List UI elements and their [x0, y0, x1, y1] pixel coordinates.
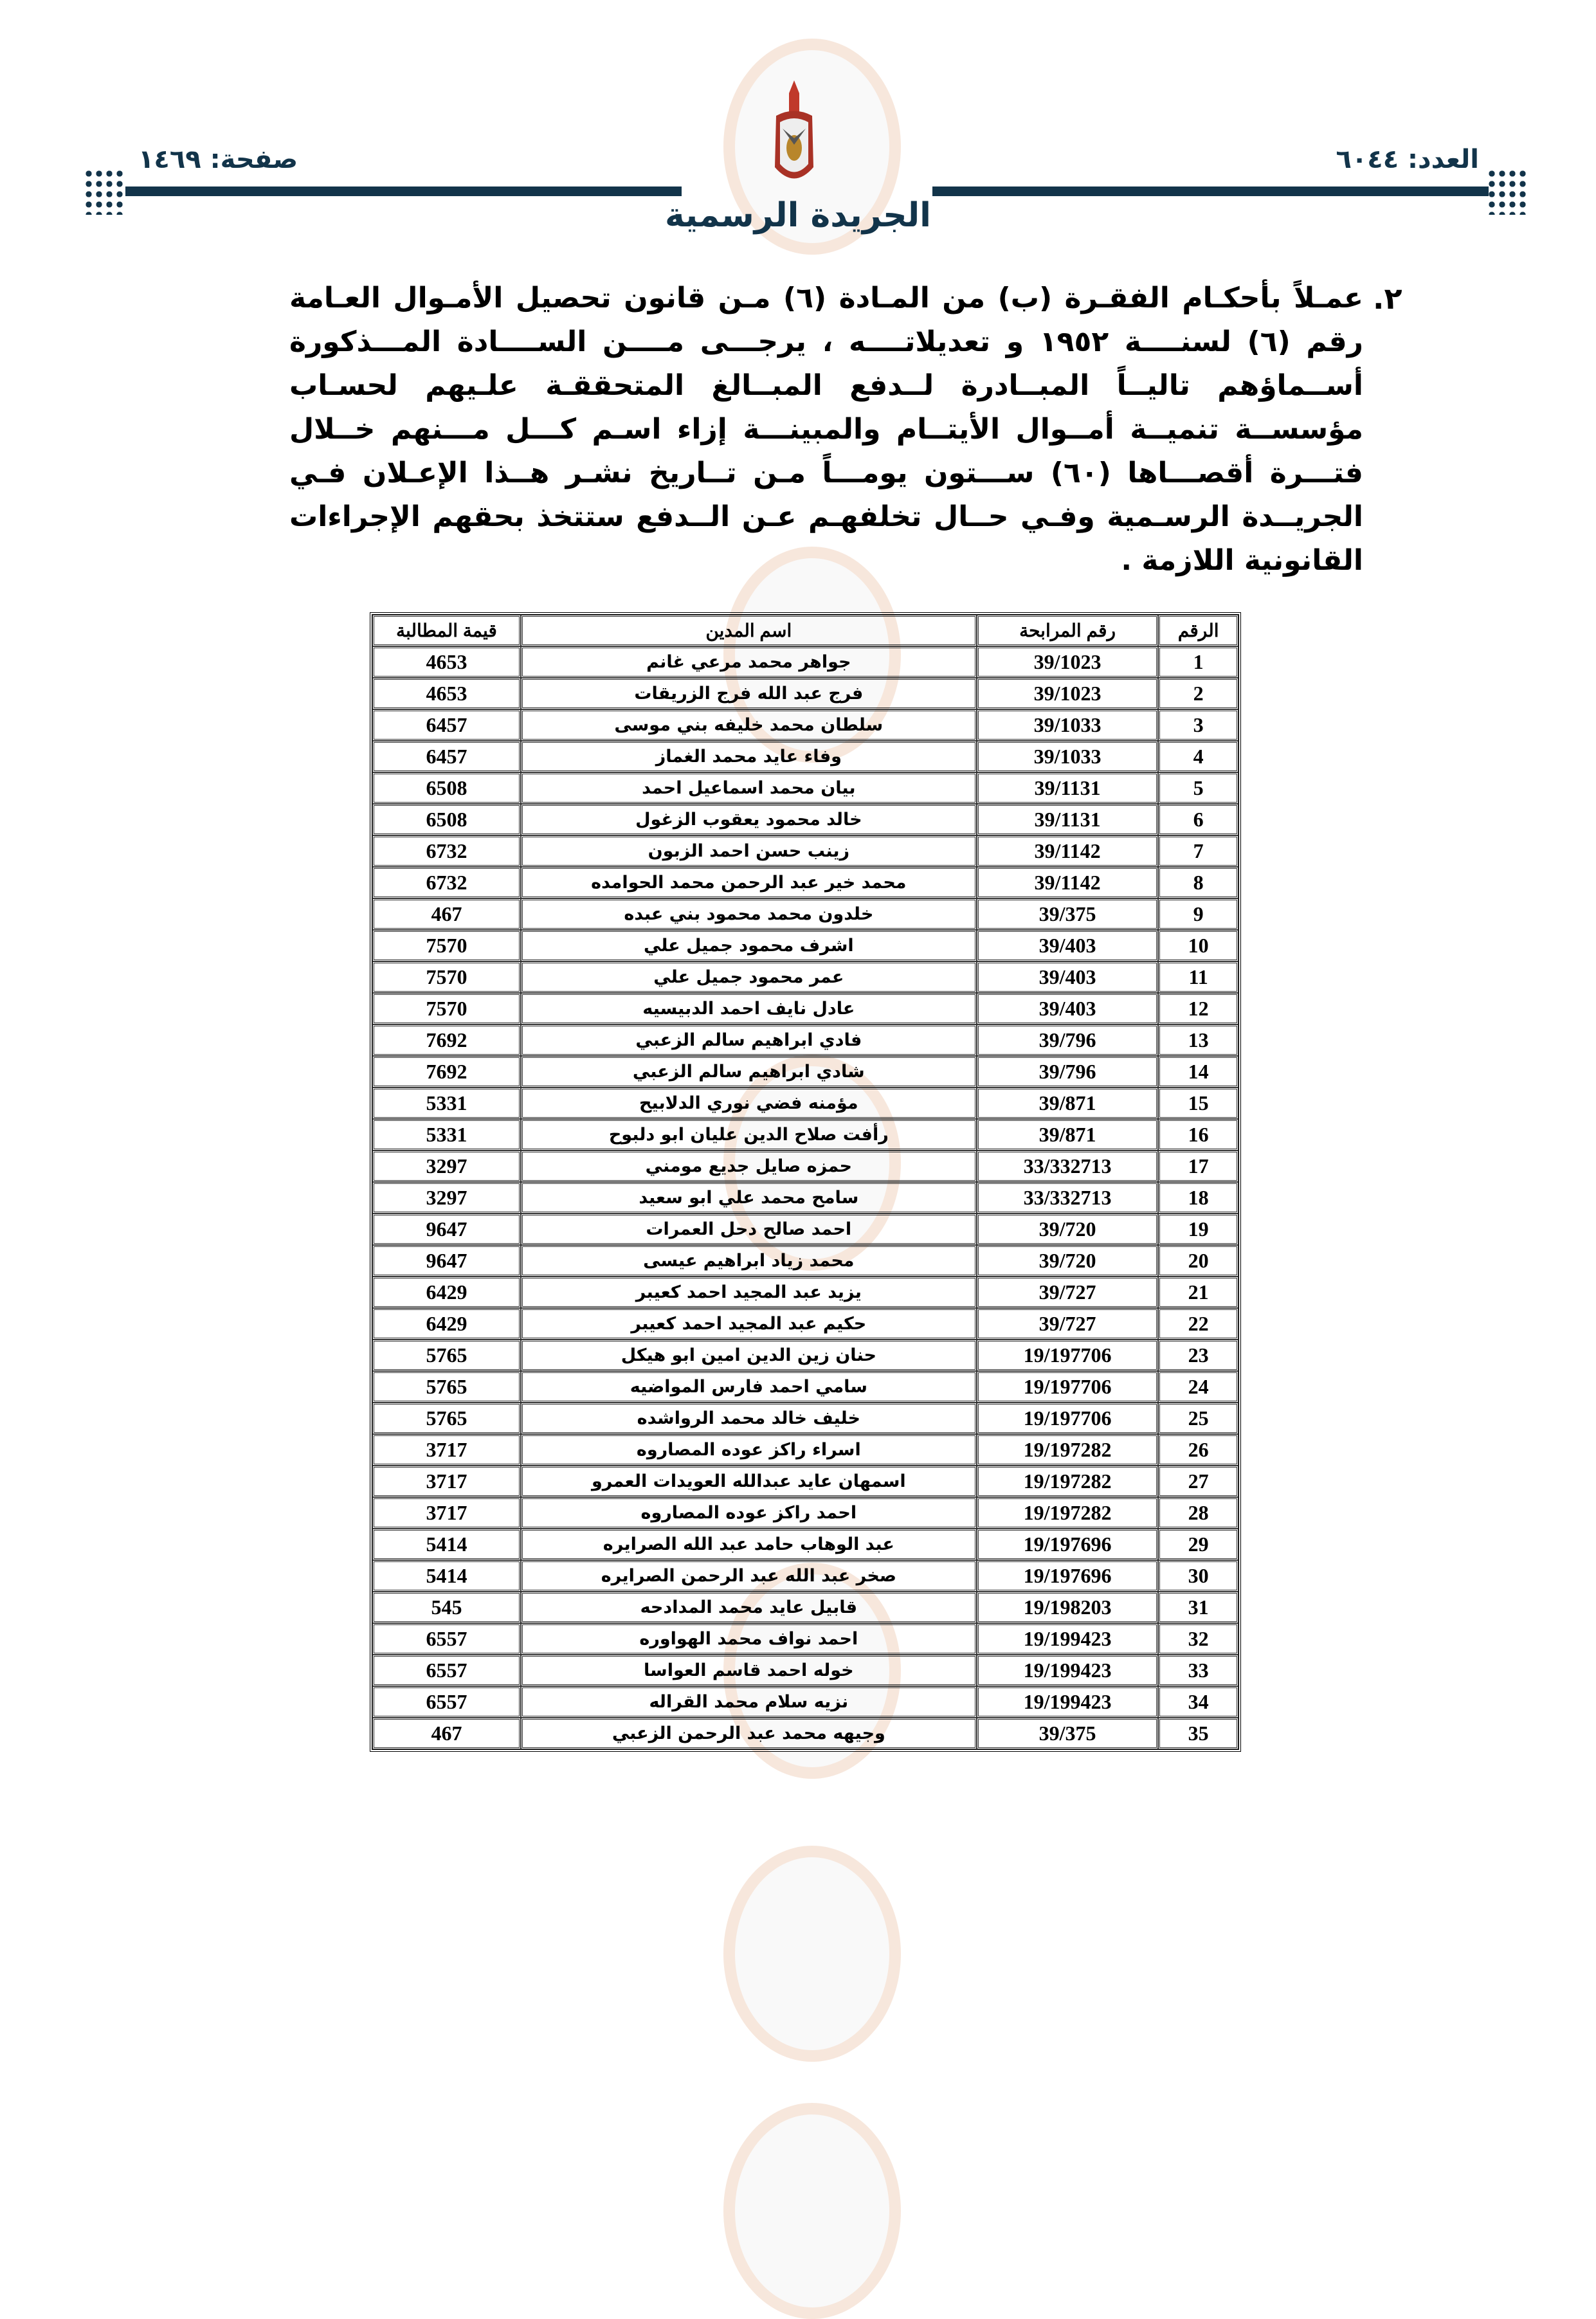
page-number: صفحة: ١٤٦٩ — [138, 145, 298, 174]
debtor-name: صخر عبد الله عبد الرحمن الصرايره — [521, 1560, 977, 1592]
debtor-name: محمد زياد ابراهيم عيسى — [521, 1245, 977, 1277]
claim-value: 6429 — [372, 1308, 521, 1340]
row-number: 1 — [1158, 646, 1238, 678]
row-number: 19 — [1158, 1214, 1238, 1245]
debtor-name: حنان زين الدين امين ابو هيكل — [521, 1340, 977, 1371]
watermark-clock — [723, 2103, 901, 2319]
claim-value: 6429 — [372, 1277, 521, 1308]
royal-emblem-icon — [768, 77, 820, 190]
row-number: 21 — [1158, 1277, 1238, 1308]
column-header-murabaha: رقم المرابحة — [977, 615, 1159, 646]
table-row — [372, 835, 1238, 867]
table-header-row — [372, 615, 1238, 646]
claim-value: 5331 — [372, 1119, 521, 1150]
column-header-debtor-name: اسم المدين — [521, 615, 977, 646]
table-row — [372, 1214, 1238, 1245]
debtor-name: احمد راكز عوده المصاروه — [521, 1497, 977, 1529]
watermark-clock — [723, 1846, 901, 2062]
row-number: 2 — [1158, 678, 1238, 709]
table-row — [372, 1087, 1238, 1119]
table-row — [372, 1560, 1238, 1592]
table-row — [372, 741, 1238, 772]
claim-value: 7692 — [372, 1024, 521, 1056]
murabaha-number: 39/1142 — [977, 867, 1159, 898]
debtor-name: خالد محمود يعقوب الزغول — [521, 804, 977, 835]
murabaha-number: 39/871 — [977, 1119, 1159, 1150]
table-row — [372, 1308, 1238, 1340]
debtor-name: خليف خالد محمد الرواشده — [521, 1403, 977, 1434]
debtor-name: خلدون محمد محمود بني عبده — [521, 898, 977, 930]
debtor-name: وفاء عايد محمد الغماز — [521, 741, 977, 772]
murabaha-number: 33/332713 — [977, 1182, 1159, 1214]
claim-value: 6457 — [372, 709, 521, 741]
row-number: 6 — [1158, 804, 1238, 835]
notice-text: عمـلاً بأحكـام الفقـرة (ب) من المـادة (٦) مـن قانون تحصيل الأمـوال العـامة رقم (٦) لسنــــة ١٩٥٢ و تعديلاتــــه ، يرجـــى مــــن الســــادة المـــذكورة أســماؤهم تاليــاً المبــادرة لــدفع المبــالغ المتحققـة علـيهم لحسـاب مؤسســة تنميــة أمــوال الأيتــام والمبينـــة إزاء اسـم كـــل مـــنهم خــلال فتـــرة أقصـــاها (٦٠) ســـتون يومـــاً مـن تــاريخ نشـر هــذا الإعـلان فـي الجريــدة الرسـمية وفـي حــال تخلفهـم عـن الــدفع ستتخذ بحقهم الإجراءات القانونية اللازمة . — [289, 282, 1363, 577]
row-number: 7 — [1158, 835, 1238, 867]
row-number: 12 — [1158, 993, 1238, 1024]
table-row — [372, 678, 1238, 709]
claim-value: 467 — [372, 1718, 521, 1749]
claim-value: 6457 — [372, 741, 521, 772]
debtor-name: جواهر محمد مرعي غانم — [521, 646, 977, 678]
claim-value: 6557 — [372, 1686, 521, 1718]
debtor-name: يزيد عبد المجيد احمد كعيبر — [521, 1277, 977, 1308]
debtor-name: حكيم عبد المجيد احمد كعيبر — [521, 1308, 977, 1340]
murabaha-number: 19/199423 — [977, 1623, 1159, 1655]
murabaha-number: 19/199423 — [977, 1686, 1159, 1718]
murabaha-number: 19/197706 — [977, 1403, 1159, 1434]
claim-value: 6508 — [372, 804, 521, 835]
table-row — [372, 1686, 1238, 1718]
claim-value: 3717 — [372, 1434, 521, 1466]
table-row — [372, 898, 1238, 930]
table-row — [372, 709, 1238, 741]
debtor-name: فادي ابراهيم سالم الزعبي — [521, 1024, 977, 1056]
murabaha-number: 39/1023 — [977, 646, 1159, 678]
debtor-name: عمر محمود جميل علي — [521, 961, 977, 993]
table-row — [372, 1529, 1238, 1560]
murabaha-number: 39/1033 — [977, 741, 1159, 772]
debtor-name: سامح محمد علي ابو سعيد — [521, 1182, 977, 1214]
debtor-name: قابيل عايد محمد المدادحه — [521, 1592, 977, 1623]
row-number: 3 — [1158, 709, 1238, 741]
claim-value: 7570 — [372, 930, 521, 961]
table-row — [372, 993, 1238, 1024]
claim-value: 5414 — [372, 1560, 521, 1592]
claim-value: 9647 — [372, 1214, 521, 1245]
debtor-name: خوله احمد قاسم العواسا — [521, 1655, 977, 1686]
debtor-name: حمزه صايل جديع مومني — [521, 1150, 977, 1182]
debtor-name: اسمهان عايد عبدالله العويدات العمرو — [521, 1466, 977, 1497]
issue-number: العدد: ٦٠٤٤ — [1336, 145, 1479, 174]
murabaha-number: 39/720 — [977, 1245, 1159, 1277]
debtor-name: اسراء راكز عوده المصاروه — [521, 1434, 977, 1466]
notice-number: .٢ — [1373, 281, 1402, 316]
debtor-name: زينب حسن احمد الزبون — [521, 835, 977, 867]
row-number: 25 — [1158, 1403, 1238, 1434]
claim-value: 6732 — [372, 867, 521, 898]
murabaha-number: 39/796 — [977, 1024, 1159, 1056]
murabaha-number: 39/1131 — [977, 804, 1159, 835]
row-number: 26 — [1158, 1434, 1238, 1466]
row-number: 24 — [1158, 1371, 1238, 1403]
murabaha-number: 39/796 — [977, 1056, 1159, 1087]
table-row — [372, 1718, 1238, 1749]
row-number: 17 — [1158, 1150, 1238, 1182]
row-number: 31 — [1158, 1592, 1238, 1623]
table-row — [372, 1119, 1238, 1150]
murabaha-number: 19/197706 — [977, 1340, 1159, 1371]
table-row — [372, 930, 1238, 961]
row-number: 23 — [1158, 1340, 1238, 1371]
row-number: 10 — [1158, 930, 1238, 961]
murabaha-number: 39/403 — [977, 993, 1159, 1024]
row-number: 22 — [1158, 1308, 1238, 1340]
murabaha-number: 39/1131 — [977, 772, 1159, 804]
table-row — [372, 1434, 1238, 1466]
claim-value: 6557 — [372, 1655, 521, 1686]
debtor-name: وجيهه محمد عبد الرحمن الزعبي — [521, 1718, 977, 1749]
table-row — [372, 1245, 1238, 1277]
table-row — [372, 1466, 1238, 1497]
table-row — [372, 1056, 1238, 1087]
murabaha-number: 19/197696 — [977, 1560, 1159, 1592]
murabaha-number: 39/871 — [977, 1087, 1159, 1119]
debtor-name: رأفت صلاح الدين عليان ابو دلبوح — [521, 1119, 977, 1150]
row-number: 15 — [1158, 1087, 1238, 1119]
claim-value: 6508 — [372, 772, 521, 804]
claim-value: 3717 — [372, 1466, 521, 1497]
table-row — [372, 1150, 1238, 1182]
row-number: 4 — [1158, 741, 1238, 772]
murabaha-number: 19/197282 — [977, 1466, 1159, 1497]
murabaha-number: 19/197282 — [977, 1434, 1159, 1466]
debtor-name: سامي احمد فارس المواضيه — [521, 1371, 977, 1403]
table-row — [372, 1592, 1238, 1623]
row-number: 9 — [1158, 898, 1238, 930]
murabaha-number: 19/199423 — [977, 1655, 1159, 1686]
table-row — [372, 804, 1238, 835]
murabaha-number: 39/727 — [977, 1277, 1159, 1308]
debtor-name: اشرف محمود جميل علي — [521, 930, 977, 961]
row-number: 8 — [1158, 867, 1238, 898]
table-row — [372, 1277, 1238, 1308]
table-row — [372, 1403, 1238, 1434]
claim-value: 3717 — [372, 1497, 521, 1529]
claim-value: 6557 — [372, 1623, 521, 1655]
row-number: 14 — [1158, 1056, 1238, 1087]
debtor-name: سلطان محمد خليفه بني موسى — [521, 709, 977, 741]
header-rule-left — [125, 186, 682, 196]
debtor-name: احمد نواف محمد الهواوره — [521, 1623, 977, 1655]
claim-value: 5765 — [372, 1340, 521, 1371]
table-row — [372, 1655, 1238, 1686]
table-row — [372, 1497, 1238, 1529]
column-header-claim-value: قيمة المطالبة — [372, 615, 521, 646]
murabaha-number: 39/727 — [977, 1308, 1159, 1340]
debtor-name: شادي ابراهيم سالم الزعبي — [521, 1056, 977, 1087]
claim-value: 5765 — [372, 1403, 521, 1434]
claim-value: 7570 — [372, 993, 521, 1024]
table-row — [372, 772, 1238, 804]
murabaha-number: 39/375 — [977, 898, 1159, 930]
claim-value: 4653 — [372, 646, 521, 678]
row-number: 34 — [1158, 1686, 1238, 1718]
table-row — [372, 867, 1238, 898]
claim-value: 7570 — [372, 961, 521, 993]
row-number: 13 — [1158, 1024, 1238, 1056]
debtor-name: بيان محمد اسماعيل احمد — [521, 772, 977, 804]
debtor-name: عادل نايف احمد الدبيسيه — [521, 993, 977, 1024]
debtor-name: محمد خير عبد الرحمن محمد الحوامده — [521, 867, 977, 898]
murabaha-number: 19/198203 — [977, 1592, 1159, 1623]
row-number: 32 — [1158, 1623, 1238, 1655]
debtor-name: نزيه سلام محمد القراله — [521, 1686, 977, 1718]
debtor-name: احمد صالح دحل العمرات — [521, 1214, 977, 1245]
row-number: 35 — [1158, 1718, 1238, 1749]
claim-value: 5331 — [372, 1087, 521, 1119]
page-title: الجريدة الرسمية — [665, 196, 931, 235]
murabaha-number: 39/1033 — [977, 709, 1159, 741]
row-number: 5 — [1158, 772, 1238, 804]
murabaha-number: 39/403 — [977, 961, 1159, 993]
claim-value: 3297 — [372, 1182, 521, 1214]
table-row — [372, 1340, 1238, 1371]
murabaha-number: 19/197696 — [977, 1529, 1159, 1560]
murabaha-number: 39/720 — [977, 1214, 1159, 1245]
debtors-table — [370, 612, 1241, 1752]
murabaha-number: 19/197282 — [977, 1497, 1159, 1529]
murabaha-number: 39/403 — [977, 930, 1159, 961]
row-number: 11 — [1158, 961, 1238, 993]
table-row — [372, 1371, 1238, 1403]
row-number: 27 — [1158, 1466, 1238, 1497]
table-row — [372, 646, 1238, 678]
row-number: 20 — [1158, 1245, 1238, 1277]
row-number: 30 — [1158, 1560, 1238, 1592]
claim-value: 7692 — [372, 1056, 521, 1087]
table-row — [372, 1623, 1238, 1655]
row-number: 18 — [1158, 1182, 1238, 1214]
murabaha-number: 39/1023 — [977, 678, 1159, 709]
debtor-name: عبد الوهاب حامد عبد الله الصرايره — [521, 1529, 977, 1560]
column-header-number: الرقم — [1158, 615, 1238, 646]
claim-value: 3297 — [372, 1150, 521, 1182]
debtor-name: فرج عبد الله فرج الزريقات — [521, 678, 977, 709]
table-row — [372, 1182, 1238, 1214]
claim-value: 4653 — [372, 678, 521, 709]
table-row — [372, 1024, 1238, 1056]
claim-value: 9647 — [372, 1245, 521, 1277]
row-number: 29 — [1158, 1529, 1238, 1560]
table-row — [372, 961, 1238, 993]
murabaha-number: 19/197706 — [977, 1371, 1159, 1403]
claim-value: 5765 — [372, 1371, 521, 1403]
claim-value: 545 — [372, 1592, 521, 1623]
claim-value: 6732 — [372, 835, 521, 867]
row-number: 16 — [1158, 1119, 1238, 1150]
murabaha-number: 39/375 — [977, 1718, 1159, 1749]
row-number: 33 — [1158, 1655, 1238, 1686]
header-rule-right — [932, 186, 1489, 196]
row-number: 28 — [1158, 1497, 1238, 1529]
claim-value: 5414 — [372, 1529, 521, 1560]
claim-value: 467 — [372, 898, 521, 930]
murabaha-number: 39/1142 — [977, 835, 1159, 867]
murabaha-number: 33/332713 — [977, 1150, 1159, 1182]
debtor-name: مؤمنه فضي نوري الدلابيح — [521, 1087, 977, 1119]
